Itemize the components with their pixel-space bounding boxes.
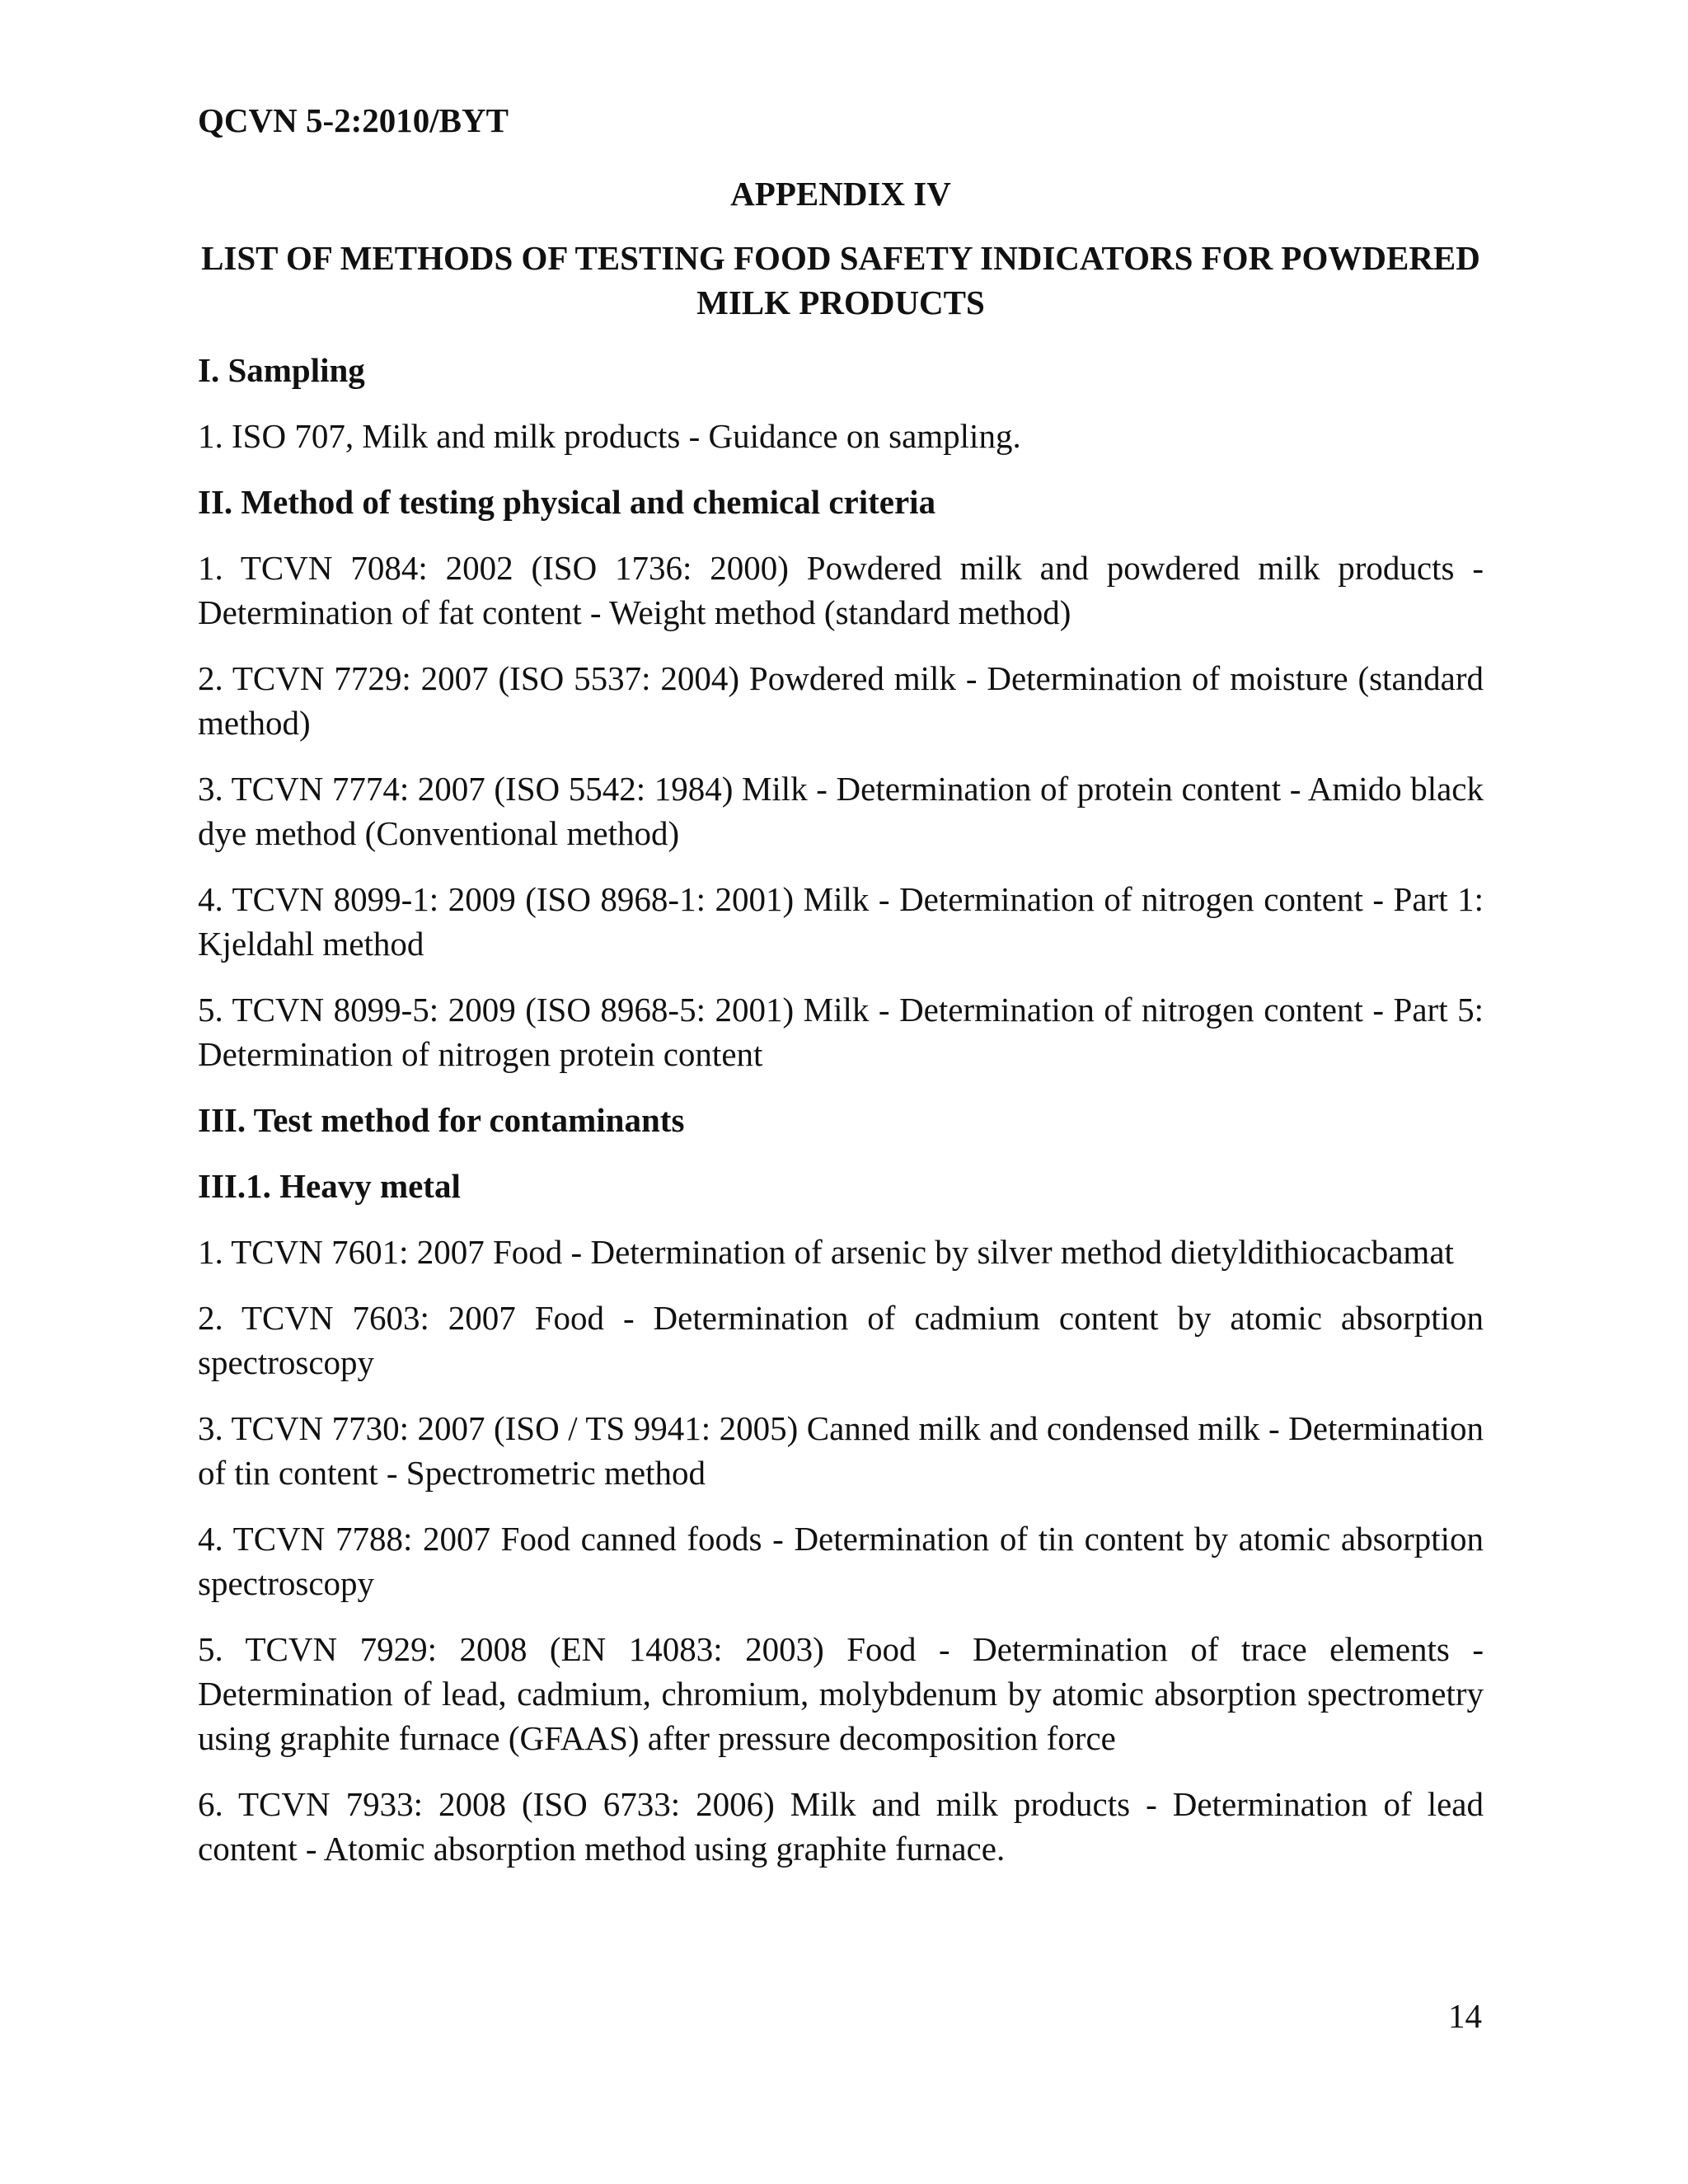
list-item: 1. TCVN 7601: 2007 Food - Determination of arsenic by silver method dietyldithiocacbamat	[198, 1233, 1454, 1271]
appendix-title: APPENDIX IV	[730, 175, 951, 213]
list-item: 2. TCVN 7729: 2007 (ISO 5537: 2004) Powdered milk - Determination of moisture (standard method)	[198, 659, 1484, 742]
list-item: 4. TCVN 7788: 2007 Food canned foods - Determination of tin content by atomic absorption spectroscopy	[198, 1520, 1484, 1602]
subsection-heading-heavy-metal: III.1. Heavy metal	[198, 1167, 461, 1205]
section-heading-sampling: I. Sampling	[198, 351, 365, 389]
section-heading-contaminants: III. Test method for contaminants	[198, 1101, 685, 1139]
appendix-subtitle: LIST OF METHODS OF TESTING FOOD SAFETY INDICATORS FOR POWDERED MILK PRODUCTS	[201, 239, 1480, 321]
list-item: 1. ISO 707, Milk and milk products - Guidance on sampling.	[198, 417, 1021, 455]
document-body	[198, 171, 1484, 1892]
list-item: 3. TCVN 7730: 2007 (ISO / TS 9941: 2005) Canned milk and condensed milk - Determination of tin content - Spectrometric method	[198, 1409, 1484, 1492]
list-item: 6. TCVN 7933: 2008 (ISO 6733: 2006) Milk and milk products - Determination of lead content - Atomic absorption method using graphite furnace.	[198, 1785, 1484, 1868]
list-item: 5. TCVN 7929: 2008 (EN 14083: 2003) Food - Determination of trace elements - Determination of lead, cadmium, chromium, molybdenum by atomic absorption spectrometry using graphite furnace (GFAAS) after pressure decomposition force	[198, 1630, 1484, 1757]
list-item: 4. TCVN 8099-1: 2009 (ISO 8968-1: 2001) Milk - Determination of nitrogen content - Part 1: Kjeldahl method	[198, 880, 1484, 963]
section-heading-physical-chemical: II. Method of testing physical and chemical criteria	[198, 483, 936, 521]
document-code: QCVN 5-2:2010/BYT	[198, 101, 509, 139]
page-number: 14	[1448, 1997, 1482, 2035]
list-item: 5. TCVN 8099-5: 2009 (ISO 8968-5: 2001) Milk - Determination of nitrogen content - Part 5: Determination of nitrogen protein content	[198, 991, 1484, 1073]
list-item: 1. TCVN 7084: 2002 (ISO 1736: 2000) Powdered milk and powdered milk products - Determination of fat content - Weight method (standard method)	[198, 549, 1484, 631]
list-item: 3. TCVN 7774: 2007 (ISO 5542: 1984) Milk - Determination of protein content - Amido black dye method (Conventional method)	[198, 770, 1484, 852]
list-item: 2. TCVN 7603: 2007 Food - Determination of cadmium content by atomic absorption spectroscopy	[198, 1299, 1484, 1381]
